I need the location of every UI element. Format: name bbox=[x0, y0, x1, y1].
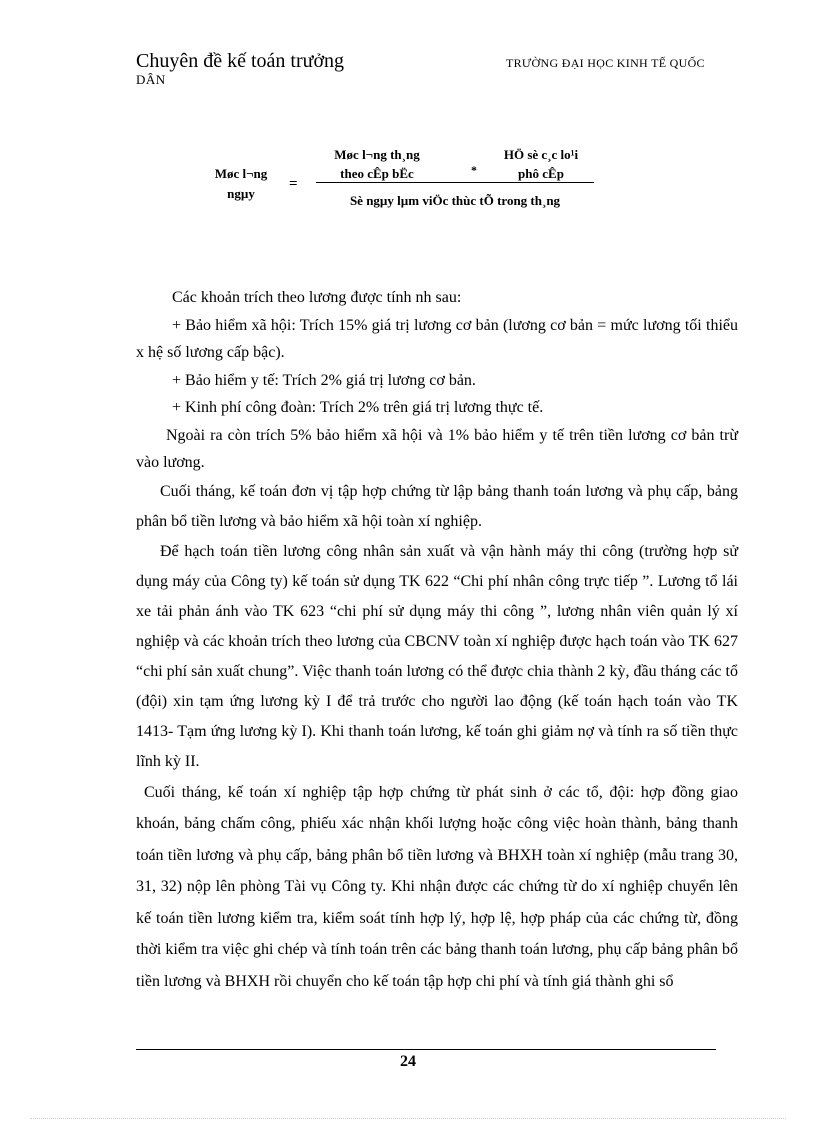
header-title: Chuyên đề kế toán trưởng bbox=[136, 50, 345, 72]
footer-rule bbox=[136, 1049, 716, 1050]
formula-equals-sign: = bbox=[289, 176, 298, 192]
formula-numerator-left-line1: Møc l¬ng th¸ng bbox=[334, 147, 420, 162]
formula-numerator-left-line2: theo cÊp bËc bbox=[340, 166, 414, 181]
paragraph: Cuối tháng, kế toán đơn vị tập hợp chứng từ lập bảng thanh toán lương và phụ cấp, bảng phân bổ tiền lương và bảo hiểm xã hội toàn xí nghiệp. bbox=[136, 482, 738, 530]
paragraph: Các khoản trích theo lương được tính nh sau: bbox=[172, 289, 462, 306]
formula-lhs bbox=[196, 164, 286, 204]
paragraph: + Bảo hiểm y tế: Trích 2% giá trị lương cơ bản. bbox=[172, 371, 476, 389]
paragraph: + Bảo hiểm xã hội: Trích 15% giá trị lương cơ bản (lương cơ bản = mức lương tối thiểu x hệ số lương cấp bậc). bbox=[136, 316, 738, 361]
paragraph: + Kinh phí công đoàn: Trích 2% trên giá trị lương thực tế. bbox=[172, 399, 544, 416]
formula-lhs-line2: ngµy bbox=[227, 186, 255, 201]
body-text bbox=[136, 284, 738, 997]
formula-lhs-line1: Møc l¬ng bbox=[214, 166, 268, 181]
formula-numerator-right bbox=[486, 145, 596, 183]
header-subtitle: DÂN bbox=[136, 72, 166, 87]
formula-numerator-right-line2: phô cÊp bbox=[518, 166, 564, 181]
paragraph: Cuối tháng, kế toán xí nghiệp tập hợp chứng từ phát sinh ở các tổ, đội: hợp đồng giao khoán, bảng chấm công, phiếu xác nhận khối lượng hoặc công việc hoàn thành, bảng thanh toán tiền lương và phụ cấp, bảng phân bổ tiền lương và BHXH toàn xí nghiệp (mẫu trang 30, 31, 32) nộp lên phòng Tài vụ Công ty. Khi nhận được các chứng từ do xí nghiệp chuyển lên kế toán tiền lương kiểm tra, kiểm soát tính hợp lý, hợp lệ, hợp pháp của các chứng từ, đồng thời kiểm tra việc ghi chép và tính toán trên các bảng thanh toán lương, phụ cấp bảng phân bổ tiền lương và BHXH rồi chuyển cho kế toán tập hợp chi phí và tính giá thành ghi sổ bbox=[136, 783, 738, 990]
formula-numerator-right-line1: HÖ sè c¸c lo¹i bbox=[503, 147, 579, 162]
formula-numerator-left bbox=[322, 145, 432, 183]
formula-denominator: Sè ngµy lµm viÖc thùc tÕ trong th¸ng bbox=[349, 193, 561, 208]
salary-formula bbox=[0, 0, 816, 230]
formula-fraction-bar bbox=[316, 182, 594, 183]
page-number: 24 bbox=[400, 1053, 416, 1070]
page-bottom-dotted-border bbox=[30, 1118, 786, 1119]
running-header-right: TRƯỜNG ĐẠI HỌC KINH TẾ QUỐC bbox=[506, 56, 705, 70]
formula-multiply-sign: * bbox=[471, 163, 477, 177]
paragraph: Ngoài ra còn trích 5% bảo hiểm xã hội và 1% bảo hiểm y tế trên tiền lương cơ bản trừ vào lương. bbox=[136, 426, 738, 471]
paragraph: Để hạch toán tiền lương công nhân sản xuất và vận hành máy thi công (trường hợp sử dụng máy của Công ty) kế toán sử dụng TK 622 “Chi phí nhân công trực tiếp ”. Lương tổ lái xe tải phản ánh vào TK 623 “chi phí sử dụng máy thi công ”, lương nhân viên quản lý xí nghiệp và các khoản trích theo lương của CBCNV toàn xí nghiệp được hạch toán vào TK 627 “chi phí sản xuất chung”. Việc thanh toán lương có thể được chia thành 2 kỳ, đầu tháng các tổ (đội) xin tạm ứng lương kỳ I để trả trước cho người lao động (kế toán hạch toán vào TK 1413- Tạm ứng lương kỳ I). Khi thanh toán lương, kế toán ghi giảm nợ và tính ra số tiền thực lĩnh kỳ II. bbox=[136, 542, 738, 770]
